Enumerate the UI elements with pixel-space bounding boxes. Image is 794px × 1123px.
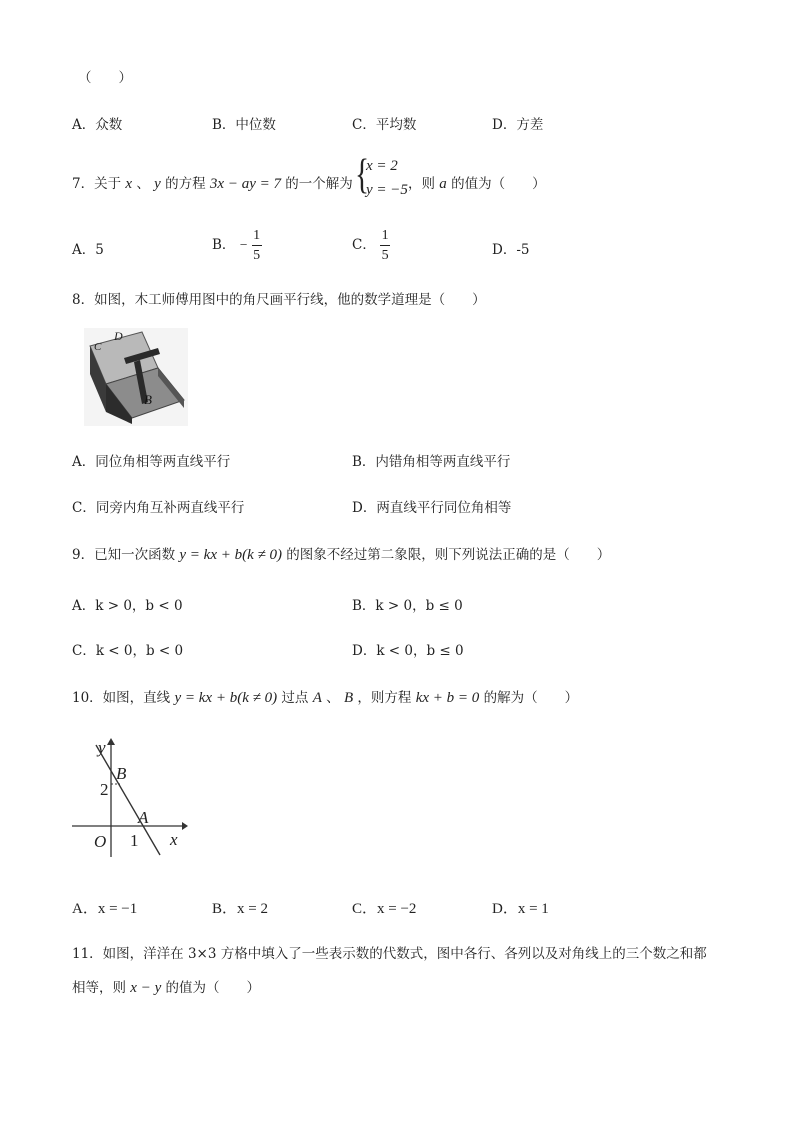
- q10-point-B: B: [343, 690, 354, 706]
- q9-option-c: C．k < 0，b < 0: [72, 643, 184, 659]
- q9-suffix: 的图象不经过第二象限，则下列说法正确的是（ ）: [286, 547, 611, 563]
- q9-option-b: B．k > 0，b ≤ 0: [352, 598, 463, 614]
- q9-option-a: A．k > 0，b < 0: [72, 598, 183, 614]
- q10-label-y: y: [98, 738, 106, 757]
- q10-equation: kx + b = 0: [415, 690, 480, 706]
- q7-text4: ，则: [408, 176, 435, 192]
- q7-stem: [72, 172, 353, 193]
- q7-text5: 的值为（ ）: [451, 176, 546, 192]
- q7-option-c: [352, 227, 390, 264]
- q7-var-x: x: [125, 176, 133, 192]
- q7-option-b-sign: −: [239, 237, 248, 252]
- q8-label-D: D: [114, 329, 123, 343]
- q10-function: y = kx + b(k ≠ 0): [174, 690, 278, 706]
- q10-label-2: 2: [100, 780, 109, 799]
- q8-option-d: D．两直线平行同位角相等: [352, 500, 512, 516]
- q10-option-d: D．x = 1: [492, 901, 549, 917]
- q11-expression: x − y: [130, 980, 162, 996]
- q7-text2: 的方程: [165, 176, 206, 192]
- q7-text3: 的一个解为: [285, 176, 353, 192]
- q8-figure: [84, 328, 188, 426]
- q7-option-c-numerator: 1: [381, 228, 389, 243]
- q7-option-c-denominator: 5: [381, 248, 389, 263]
- q7-option-b-fraction: [252, 227, 262, 264]
- q7-option-d: D．-5: [492, 242, 530, 258]
- q7-sep: 、: [136, 176, 150, 192]
- q7-prefix: 7．关于: [72, 176, 122, 192]
- q10-option-c: C．x = −2: [352, 901, 417, 917]
- q7-option-b-label: B．: [212, 237, 236, 253]
- q7-var-y: y: [154, 176, 161, 192]
- q10-sep: 、: [326, 690, 340, 706]
- q6-answer-paren: （ ）: [78, 70, 132, 86]
- q8-label-C: C: [94, 341, 102, 353]
- q8-option-c: C．同旁内角互补两直线平行: [72, 500, 245, 516]
- q7-option-b: [212, 227, 262, 264]
- q7-system-eq2: y = −5: [366, 182, 408, 198]
- q10-mid: 过点: [281, 690, 309, 706]
- q6-option-b: B．中位数: [212, 117, 276, 133]
- q11-stem-line1: 11．如图，洋洋在 3×3 方格中填入了一些表示数的代数式，图中各行、各列以及对角线上的三个数之和都: [72, 946, 707, 962]
- q6-option-c: C．平均数: [352, 117, 417, 133]
- q10-graph: [70, 735, 190, 860]
- q9-prefix: 9．已知一次函数: [72, 547, 176, 563]
- q7-option-b-denominator: 5: [253, 248, 261, 263]
- q8-label-B: B: [144, 392, 152, 407]
- q7-system-eq1: x = 2: [366, 158, 398, 174]
- q8-option-a: A．同位角相等两直线平行: [72, 454, 231, 470]
- q10-option-a: A．x = −1: [72, 901, 138, 917]
- q11-line2-prefix: 相等，则: [72, 980, 126, 996]
- q7-option-c-fraction: [380, 227, 390, 264]
- q10-mid2: ，则方程: [357, 690, 412, 706]
- q10-x-arrow: [182, 822, 188, 830]
- q7-option-a: A．5: [72, 242, 104, 258]
- q7-stem-end: [408, 172, 546, 193]
- q9-option-d: D．k < 0，b ≤ 0: [352, 643, 464, 659]
- q10-point-A: A: [312, 690, 322, 706]
- q7-var-a: a: [439, 176, 447, 192]
- q11-line2-suffix: 的值为（ ）: [165, 980, 261, 996]
- q10-label-x: x: [170, 830, 178, 849]
- q11-stem-line2: [72, 976, 260, 997]
- q6-option-a: A．众数: [72, 117, 123, 133]
- q8-option-b: B．内错角相等两直线平行: [352, 454, 511, 470]
- q7-option-b-numerator: 1: [253, 228, 261, 243]
- q9-stem: [72, 543, 610, 564]
- q8-stem: 8．如图，木工师傅用图中的角尺画平行线，他的数学道理是（ ）: [72, 292, 486, 308]
- q6-option-d: D．方差: [492, 117, 544, 133]
- q10-y-arrow: [107, 738, 115, 745]
- q10-suffix: 的解为（ ）: [483, 690, 579, 706]
- q10-label-A: A: [138, 808, 149, 827]
- q10-label-B: B: [116, 764, 127, 783]
- q7-option-c-label: C．: [352, 237, 376, 253]
- q10-option-b: B．x = 2: [212, 901, 268, 917]
- q9-function: y = kx + b(k ≠ 0): [179, 547, 282, 563]
- q10-label-O: O: [94, 832, 107, 851]
- q10-stem: [72, 686, 578, 707]
- q10-label-1: 1: [130, 831, 139, 850]
- q7-system-brace: {: [355, 152, 370, 198]
- q7-equation: 3x − ay = 7: [209, 176, 281, 192]
- q10-prefix: 10．如图，直线: [72, 690, 171, 706]
